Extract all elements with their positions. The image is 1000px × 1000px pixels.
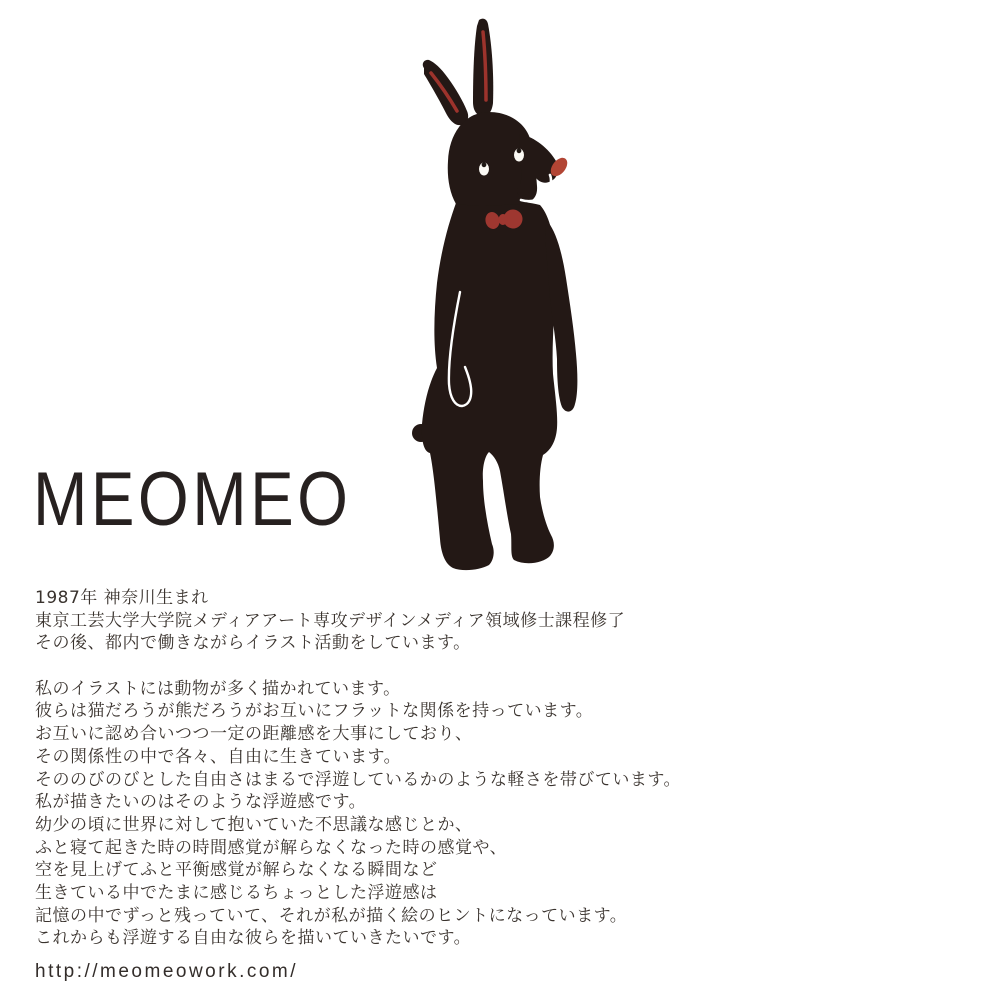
- bio-line: 東京工芸大学大学院メディアアート専攻デザインメディア領域修士課程修了: [35, 610, 626, 631]
- left-pupil: [482, 162, 487, 167]
- bio-line: そののびのびとした自由さはまるで浮遊しているかのような軽さを帯びています。: [35, 769, 681, 790]
- bio-line: 彼らは猫だろうが熊だろうがお互いにフラットな関係を持っています。: [35, 701, 594, 722]
- artist-name: MEOMEO: [33, 457, 352, 542]
- bio-line: 私が描きたいのはそのような浮遊感です。: [35, 792, 367, 813]
- bio-line: 幼少の頃に世界に対して抱いていた不思議な感じとか、: [35, 814, 473, 835]
- bio-line: ふと寝て起きた時の時間感覚が解らなくなった時の感覚や、: [35, 837, 508, 858]
- bio-line: お互いに認め合いつつ一定の距離感を大事にしており、: [35, 724, 473, 745]
- website-url[interactable]: http://meomeowork.com/: [35, 961, 299, 982]
- rabbit-character: [412, 19, 577, 571]
- rabbit-snout: [517, 134, 558, 196]
- right-pupil: [517, 148, 522, 153]
- bio-line: 1987年 神奈川生まれ: [35, 588, 209, 608]
- bio-line: 空を見上げてふと平衡感覚が解らなくなる瞬間など: [35, 860, 438, 881]
- bio-line: その関係性の中で各々、自由に生きています。: [35, 746, 402, 767]
- bio-line: これからも浮遊する自由な彼らを描いていきたいです。: [35, 928, 472, 949]
- bio-text: [35, 587, 681, 950]
- bio-line: 生きている中でたまに感じるちょっとした浮遊感は: [35, 882, 438, 903]
- bio-line: [35, 655, 681, 678]
- bio-line: その後、都内で働きながらイラスト活動をしています。: [35, 633, 471, 654]
- bio-line: 記憶の中でずっと残っていて、それが私が描く絵のヒントになっています。: [35, 905, 628, 926]
- rabbit-body: [422, 200, 557, 570]
- bio-line: 私のイラストには動物が多く描かれています。: [35, 678, 401, 699]
